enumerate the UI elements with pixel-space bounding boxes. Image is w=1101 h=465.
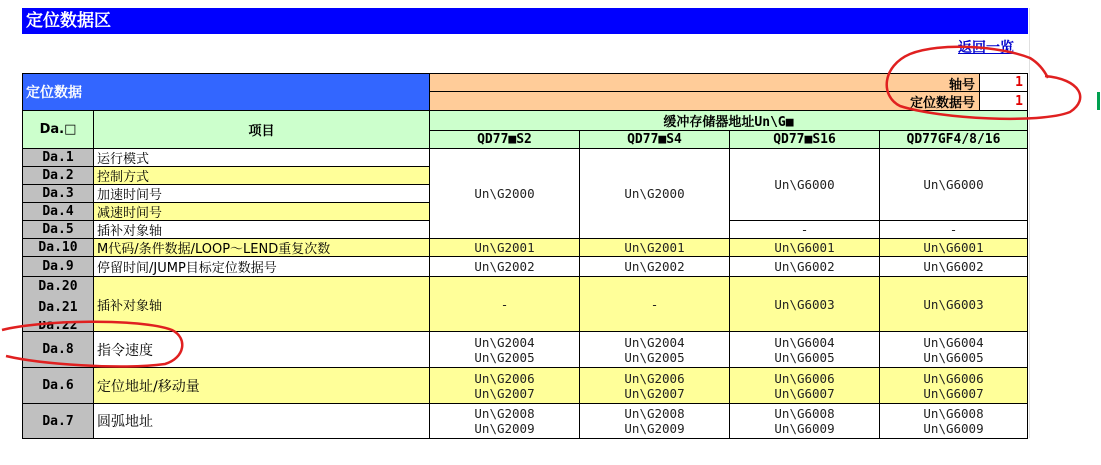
addr-da6-s4 bbox=[579, 367, 729, 403]
buffer-address-header: 缓冲存储器地址Un\G■ bbox=[429, 110, 1028, 130]
item-positioning-address: 定位地址/移动量 bbox=[93, 367, 429, 403]
addr-da7-s16 bbox=[729, 403, 879, 439]
addr-da6-gf-low: Un\G6006 bbox=[923, 370, 984, 386]
addr-da10-s4: Un\G2001 bbox=[579, 238, 729, 256]
da-3: Da.3 bbox=[22, 184, 93, 202]
sheet-column-line bbox=[1029, 8, 1030, 438]
addr-da7-s16-low: Un\G6008 bbox=[774, 406, 835, 421]
da-8: Da.8 bbox=[22, 331, 93, 367]
da-20-22 bbox=[22, 276, 93, 331]
addr-g1-s4: Un\G2000 bbox=[579, 148, 729, 238]
addr-da8-gf bbox=[879, 331, 1028, 367]
addr-da8-s16 bbox=[729, 331, 879, 367]
addr-da9-s16: Un\G6002 bbox=[729, 256, 879, 276]
addr-da6-s2-high: Un\G2007 bbox=[474, 385, 535, 401]
item-control-method: 控制方式 bbox=[93, 166, 429, 184]
addr-da6-gf bbox=[879, 367, 1028, 403]
addr-da8-s4 bbox=[579, 331, 729, 367]
addr-da6-gf-high: Un\G6007 bbox=[923, 385, 984, 401]
addr-da8-s16-high: Un\G6005 bbox=[774, 349, 835, 365]
addr-da7-s2-low: Un\G2008 bbox=[474, 406, 535, 421]
addr-da6-s16 bbox=[729, 367, 879, 403]
addr-da5-gf: - bbox=[879, 220, 1028, 238]
addr-da9-gf: Un\G6002 bbox=[879, 256, 1028, 276]
addr-da8-s4-high: Un\G2005 bbox=[624, 349, 685, 365]
addr-da8-s4-low: Un\G2004 bbox=[624, 334, 685, 350]
addr-da7-gf bbox=[879, 403, 1028, 439]
addr-da20-gf: Un\G6003 bbox=[879, 276, 1028, 331]
addr-da7-gf-high: Un\G6009 bbox=[923, 421, 984, 436]
axis-number-label: 轴号 bbox=[948, 77, 975, 92]
item-interpolation-axis-2: 插补对象轴 bbox=[93, 276, 429, 331]
item-column-header: 项目 bbox=[93, 110, 429, 148]
model-header-gf: QD77GF4/8/16 bbox=[879, 130, 1028, 148]
addr-da6-s2 bbox=[429, 367, 579, 403]
cell-cursor-marker bbox=[1097, 92, 1100, 110]
da-6: Da.6 bbox=[22, 367, 93, 403]
model-header-s16: QD77■S16 bbox=[729, 130, 879, 148]
item-interpolation-axis: 插补对象轴 bbox=[93, 220, 429, 238]
positioning-data-number-label: 定位数据号 bbox=[429, 91, 979, 110]
addr-da20-s16: Un\G6003 bbox=[729, 276, 879, 331]
addr-da9-s4: Un\G2002 bbox=[579, 256, 729, 276]
model-header-s2: QD77■S2 bbox=[429, 130, 579, 148]
return-to-list-link[interactable]: 返回一览 bbox=[958, 40, 1014, 56]
item-dwell-time: 停留时间/JUMP目标定位数据号 bbox=[93, 256, 429, 276]
da-22: Da.22 bbox=[38, 321, 78, 331]
addr-da9-s2: Un\G2002 bbox=[429, 256, 579, 276]
da-21: Da.21 bbox=[38, 300, 78, 315]
model-header-s4: QD77■S4 bbox=[579, 130, 729, 148]
item-m-code: M代码/条件数据/LOOP～LEND重复次数 bbox=[93, 238, 429, 256]
addr-da8-s16-low: Un\G6004 bbox=[774, 334, 835, 350]
positioning-data-number-field[interactable]: 1 bbox=[979, 91, 1027, 110]
axis-number-field[interactable]: 1 bbox=[979, 74, 1027, 92]
addr-da10-gf: Un\G6001 bbox=[879, 238, 1028, 256]
item-arc-address: 圆弧地址 bbox=[93, 403, 429, 439]
da-4: Da.4 bbox=[22, 202, 93, 220]
addr-da6-s16-high: Un\G6007 bbox=[774, 385, 835, 401]
addr-da8-s2-low: Un\G2004 bbox=[474, 334, 535, 350]
da-column-header: Da.□ bbox=[22, 110, 93, 148]
item-accel-time-no: 加速时间号 bbox=[93, 184, 429, 202]
addr-g1-s16: Un\G6000 bbox=[729, 148, 879, 220]
addr-da8-gf-high: Un\G6005 bbox=[923, 349, 984, 365]
section-header: 定位数据 bbox=[22, 73, 429, 110]
da-10: Da.10 bbox=[22, 238, 93, 256]
da-20: Da.20 bbox=[38, 279, 78, 294]
addr-da7-s4 bbox=[579, 403, 729, 439]
da-1: Da.1 bbox=[22, 148, 93, 166]
addr-da7-s16-high: Un\G6009 bbox=[774, 421, 835, 436]
addr-da8-s2 bbox=[429, 331, 579, 367]
item-decel-time-no: 减速时间号 bbox=[93, 202, 429, 220]
addr-da6-s4-low: Un\G2006 bbox=[624, 370, 685, 386]
addr-da7-gf-low: Un\G6008 bbox=[923, 406, 984, 421]
addr-da6-s16-low: Un\G6006 bbox=[774, 370, 835, 386]
addr-da8-s2-high: Un\G2005 bbox=[474, 349, 535, 365]
addr-da7-s2 bbox=[429, 403, 579, 439]
addr-da7-s4-low: Un\G2008 bbox=[624, 406, 685, 421]
da-2: Da.2 bbox=[22, 166, 93, 184]
addr-da8-gf-low: Un\G6004 bbox=[923, 334, 984, 350]
addr-da10-s2: Un\G2001 bbox=[429, 238, 579, 256]
addr-da20-s4: - bbox=[579, 276, 729, 331]
item-command-speed: 指令速度 bbox=[93, 331, 429, 367]
da-5: Da.5 bbox=[22, 220, 93, 238]
addr-da7-s2-high: Un\G2009 bbox=[474, 421, 535, 436]
addr-da20-s2: - bbox=[429, 276, 579, 331]
addr-da6-s2-low: Un\G2006 bbox=[474, 370, 535, 386]
da-7: Da.7 bbox=[22, 403, 93, 439]
addr-g1-s2: Un\G2000 bbox=[429, 148, 579, 238]
addr-g1-gf: Un\G6000 bbox=[879, 148, 1028, 220]
addr-da5-s16: - bbox=[729, 220, 879, 238]
addr-da7-s4-high: Un\G2009 bbox=[624, 421, 685, 436]
sheet-title: 定位数据区 bbox=[22, 8, 1028, 34]
item-operation-mode: 运行模式 bbox=[93, 148, 429, 166]
addr-da6-s4-high: Un\G2007 bbox=[624, 385, 685, 401]
addr-da10-s16: Un\G6001 bbox=[729, 238, 879, 256]
da-9: Da.9 bbox=[22, 256, 93, 276]
